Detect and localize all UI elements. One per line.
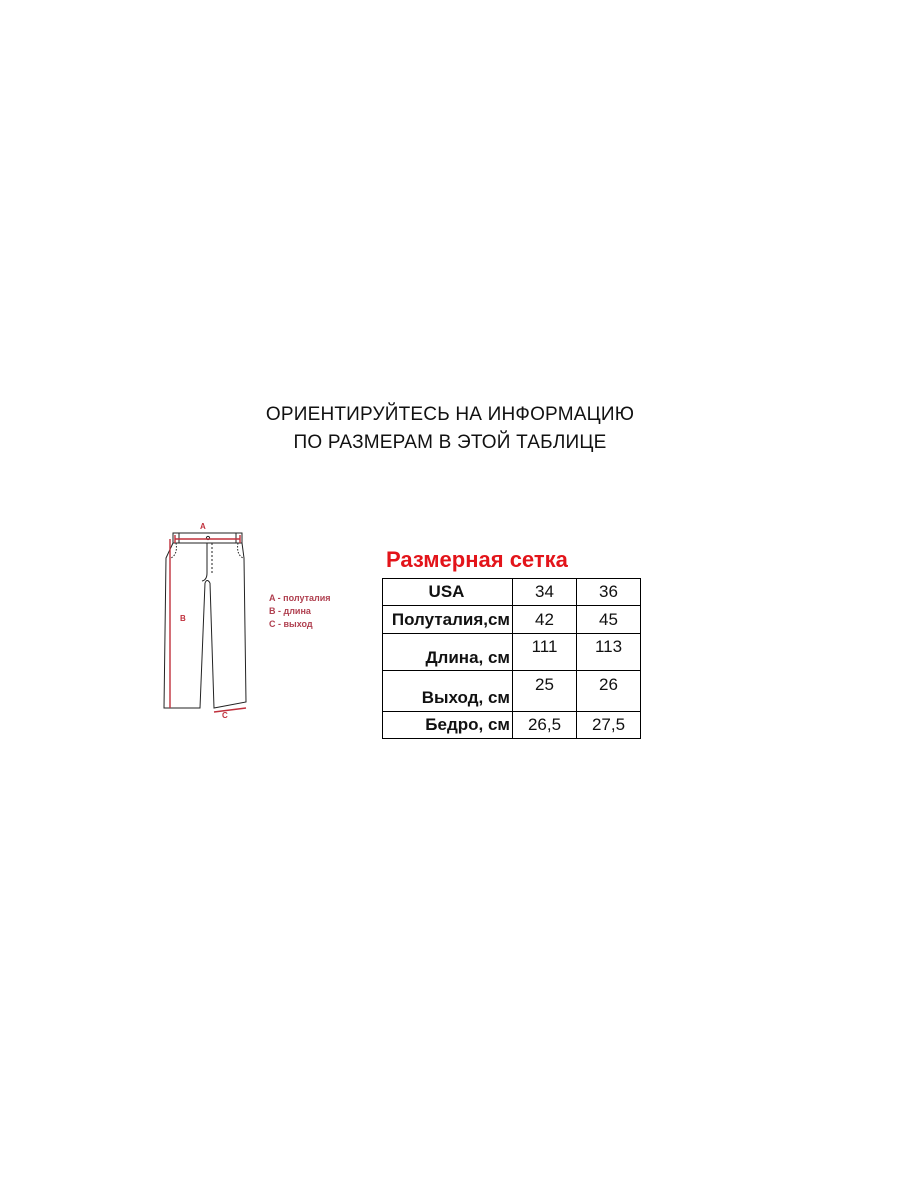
legend-item-c: C - выход [269,619,313,629]
label-c: C [222,711,228,720]
heading-line-1: ОРИЕНТИРУЙТЕСЬ НА ИНФОРМАЦИЮ [265,404,635,425]
row-label: Длина, см [383,634,513,671]
size-value: 36 [577,579,641,606]
label-a: A [200,522,206,531]
size-grid-title: Размерная сетка [386,547,568,572]
table-row [383,579,641,606]
size-table [382,578,641,739]
row-label: Бедро, см [383,712,513,739]
measure-c-line [214,708,246,712]
trousers-diagram [150,518,255,723]
row-label: Полуталия,см [383,606,513,634]
table-row [383,671,641,712]
fly [202,543,207,581]
size-value: 26,5 [513,712,577,739]
waistband [173,533,242,543]
diagram-legend [269,592,331,631]
table-row [383,712,641,739]
size-value: 25 [513,671,577,712]
legend-item-a: A - полуталия [269,593,331,603]
row-label: USA [383,579,513,606]
page-heading [0,401,900,457]
legend-item-b: B - длина [269,606,311,616]
size-value: 26 [577,671,641,712]
heading-line-2: ПО РАЗМЕРАМ В ЭТОЙ ТАБЛИЦЕ [293,432,607,453]
table-row [383,606,641,634]
size-value: 42 [513,606,577,634]
row-label: Выход, см [383,671,513,712]
size-value: 113 [577,634,641,671]
right-leg-outline [210,543,246,708]
table-row [383,634,641,671]
label-b: B [180,614,186,623]
size-value: 34 [513,579,577,606]
size-value: 111 [513,634,577,671]
size-value: 45 [577,606,641,634]
size-value: 27,5 [577,712,641,739]
